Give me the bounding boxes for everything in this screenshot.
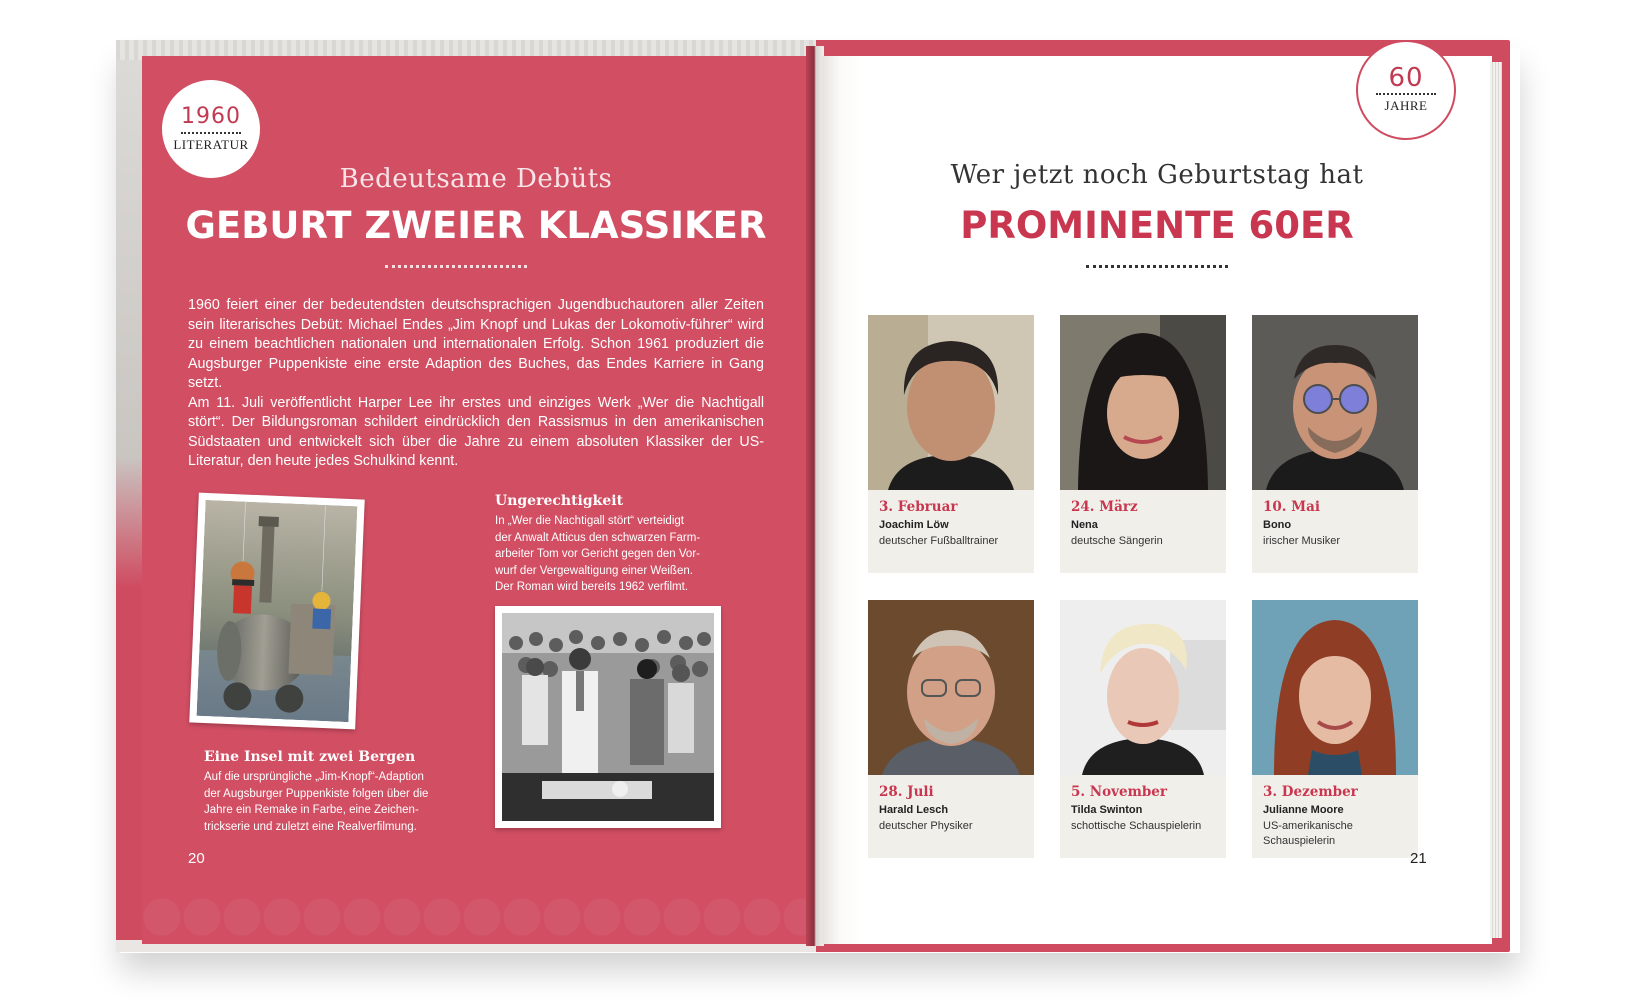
- portrait-photo: [868, 315, 1034, 490]
- portrait-photo: [1252, 600, 1418, 775]
- portrait-photo: [1252, 315, 1418, 490]
- headline-divider: [385, 265, 527, 268]
- portrait-image: [1060, 315, 1226, 490]
- birthday-card: [1060, 600, 1226, 858]
- caption-line: trickserie und zuletzt eine Realverfilmung.: [204, 820, 417, 833]
- caption-text: [495, 513, 700, 596]
- caption-line: Jahre ein Remake in Farbe, eine Zeichen-: [204, 804, 419, 816]
- badge-year: 1960: [181, 104, 241, 129]
- caption-title: Ungerechtigkeit: [495, 493, 624, 509]
- caption-text: [204, 769, 428, 835]
- badge-number: 60: [1388, 63, 1424, 93]
- article-paragraph: Am 11. Juli veröffentlicht Harper Lee ihr erstes und einziges Werk „Wer die Nachtigall stört“. Der Bildungsroman schildert eindrücklich den Rassismus in den amerikanischen Südstaaten und entwickelt sich über die Jahre zu einem absoluten Klassiker der US-Literatur, den heute jedes Schulkind kennt.: [188, 394, 764, 469]
- article-body: [188, 296, 764, 472]
- portrait-image: [1252, 600, 1418, 775]
- decorative-pattern: [142, 889, 810, 944]
- caption-title: Eine Insel mit zwei Bergen: [204, 749, 416, 765]
- locomotive-illustration: [197, 500, 358, 722]
- caption-line: der Anwalt Atticus den schwarzen Farm-: [495, 531, 701, 544]
- article-paragraph: 1960 feiert einer der bedeutendsten deutschsprachigen Jugendbuchautoren aller Zeiten sein literarisches Debüt: Michael Endes „Jim Knopf und Lukas der Lokomotiv-führer“ wird zu einem beachtlichen nationalen und internationalen Erfolg. Schon 1961 produziert die Augsburger Puppenkiste eine erste Adaption des Buches, das Endes Karriere in Gang setzt.: [188, 297, 764, 391]
- portrait-image: [868, 600, 1034, 775]
- headline-divider: [1086, 265, 1228, 268]
- badge-divider: [181, 132, 241, 134]
- caption-line: In „Wer die Nachtigall stört“ verteidigt: [495, 515, 684, 527]
- birthday-card: [868, 600, 1034, 858]
- portrait-photo: [1060, 600, 1226, 775]
- badge-divider: [1376, 93, 1436, 95]
- courtroom-illustration: [502, 613, 714, 821]
- birthday-card: [1060, 315, 1226, 573]
- courtroom-photo: [495, 606, 721, 828]
- birth-date: 28. Juli: [879, 784, 934, 800]
- birth-date: 3. Dezember: [1263, 784, 1358, 800]
- portrait-photo: [868, 600, 1034, 775]
- portrait-image: [1252, 315, 1418, 490]
- page-number: 20: [188, 850, 205, 867]
- section-kicker: Wer jetzt noch Geburtstag hat: [950, 160, 1364, 190]
- badge-label: LITERATUR: [173, 137, 249, 152]
- caption-line: wurf der Vergewaltigung einer Weißen.: [495, 564, 693, 577]
- birth-date: 5. November: [1071, 784, 1167, 800]
- person-name: Harald Lesch: [879, 804, 949, 816]
- caption-line: der Augsburger Puppenkiste folgen über die: [204, 787, 429, 800]
- birth-date: 10. Mai: [1263, 499, 1321, 515]
- caption-line: Der Roman wird bereits 1962 verfilmt.: [495, 581, 689, 593]
- left-page: [142, 56, 810, 944]
- birthday-card: [1252, 315, 1418, 573]
- birth-date: 24. März: [1071, 499, 1138, 515]
- puppet-photo: [189, 493, 364, 730]
- person-name: Bono: [1263, 519, 1292, 531]
- right-page-edge: [1490, 62, 1502, 938]
- person-description: irischer Musiker: [1263, 535, 1341, 547]
- badge-label: JAHRE: [1384, 98, 1428, 113]
- person-name: Tilda Swinton: [1071, 804, 1143, 816]
- person-description: deutsche Sängerin: [1071, 535, 1163, 547]
- person-name: Joachim Löw: [879, 519, 949, 531]
- birth-date: 3. Februar: [879, 499, 958, 515]
- person-description: schottische Schauspielerin: [1071, 820, 1202, 832]
- birthday-card: [868, 315, 1034, 573]
- courtroom-image: [502, 613, 714, 821]
- person-name: Nena: [1071, 519, 1098, 531]
- portrait-image: [1060, 600, 1226, 775]
- birthday-card: [1252, 600, 1418, 858]
- person-name: Julianne Moore: [1263, 804, 1344, 816]
- puppet-image: [197, 500, 358, 722]
- section-kicker: Bedeutsame Debüts: [339, 164, 613, 194]
- page-number: 21: [1410, 850, 1427, 867]
- portrait-image: [868, 315, 1034, 490]
- portrait-photo: [1060, 315, 1226, 490]
- caption-line: arbeiter Tom vor Gericht gegen den Vor-: [495, 548, 700, 560]
- person-description: deutscher Physiker: [879, 820, 973, 832]
- person-description: US-amerikanische Schauspielerin: [1263, 820, 1353, 847]
- person-description: deutscher Fußballtrainer: [879, 535, 999, 547]
- caption-line: Auf die ursprüngliche „Jim-Knopf“-Adaption: [204, 771, 424, 783]
- page-headline: GEBURT ZWEIER KLASSIKER: [185, 204, 767, 247]
- age-badge: [1356, 40, 1456, 140]
- page-headline: PROMINENTE 60ER: [960, 204, 1354, 247]
